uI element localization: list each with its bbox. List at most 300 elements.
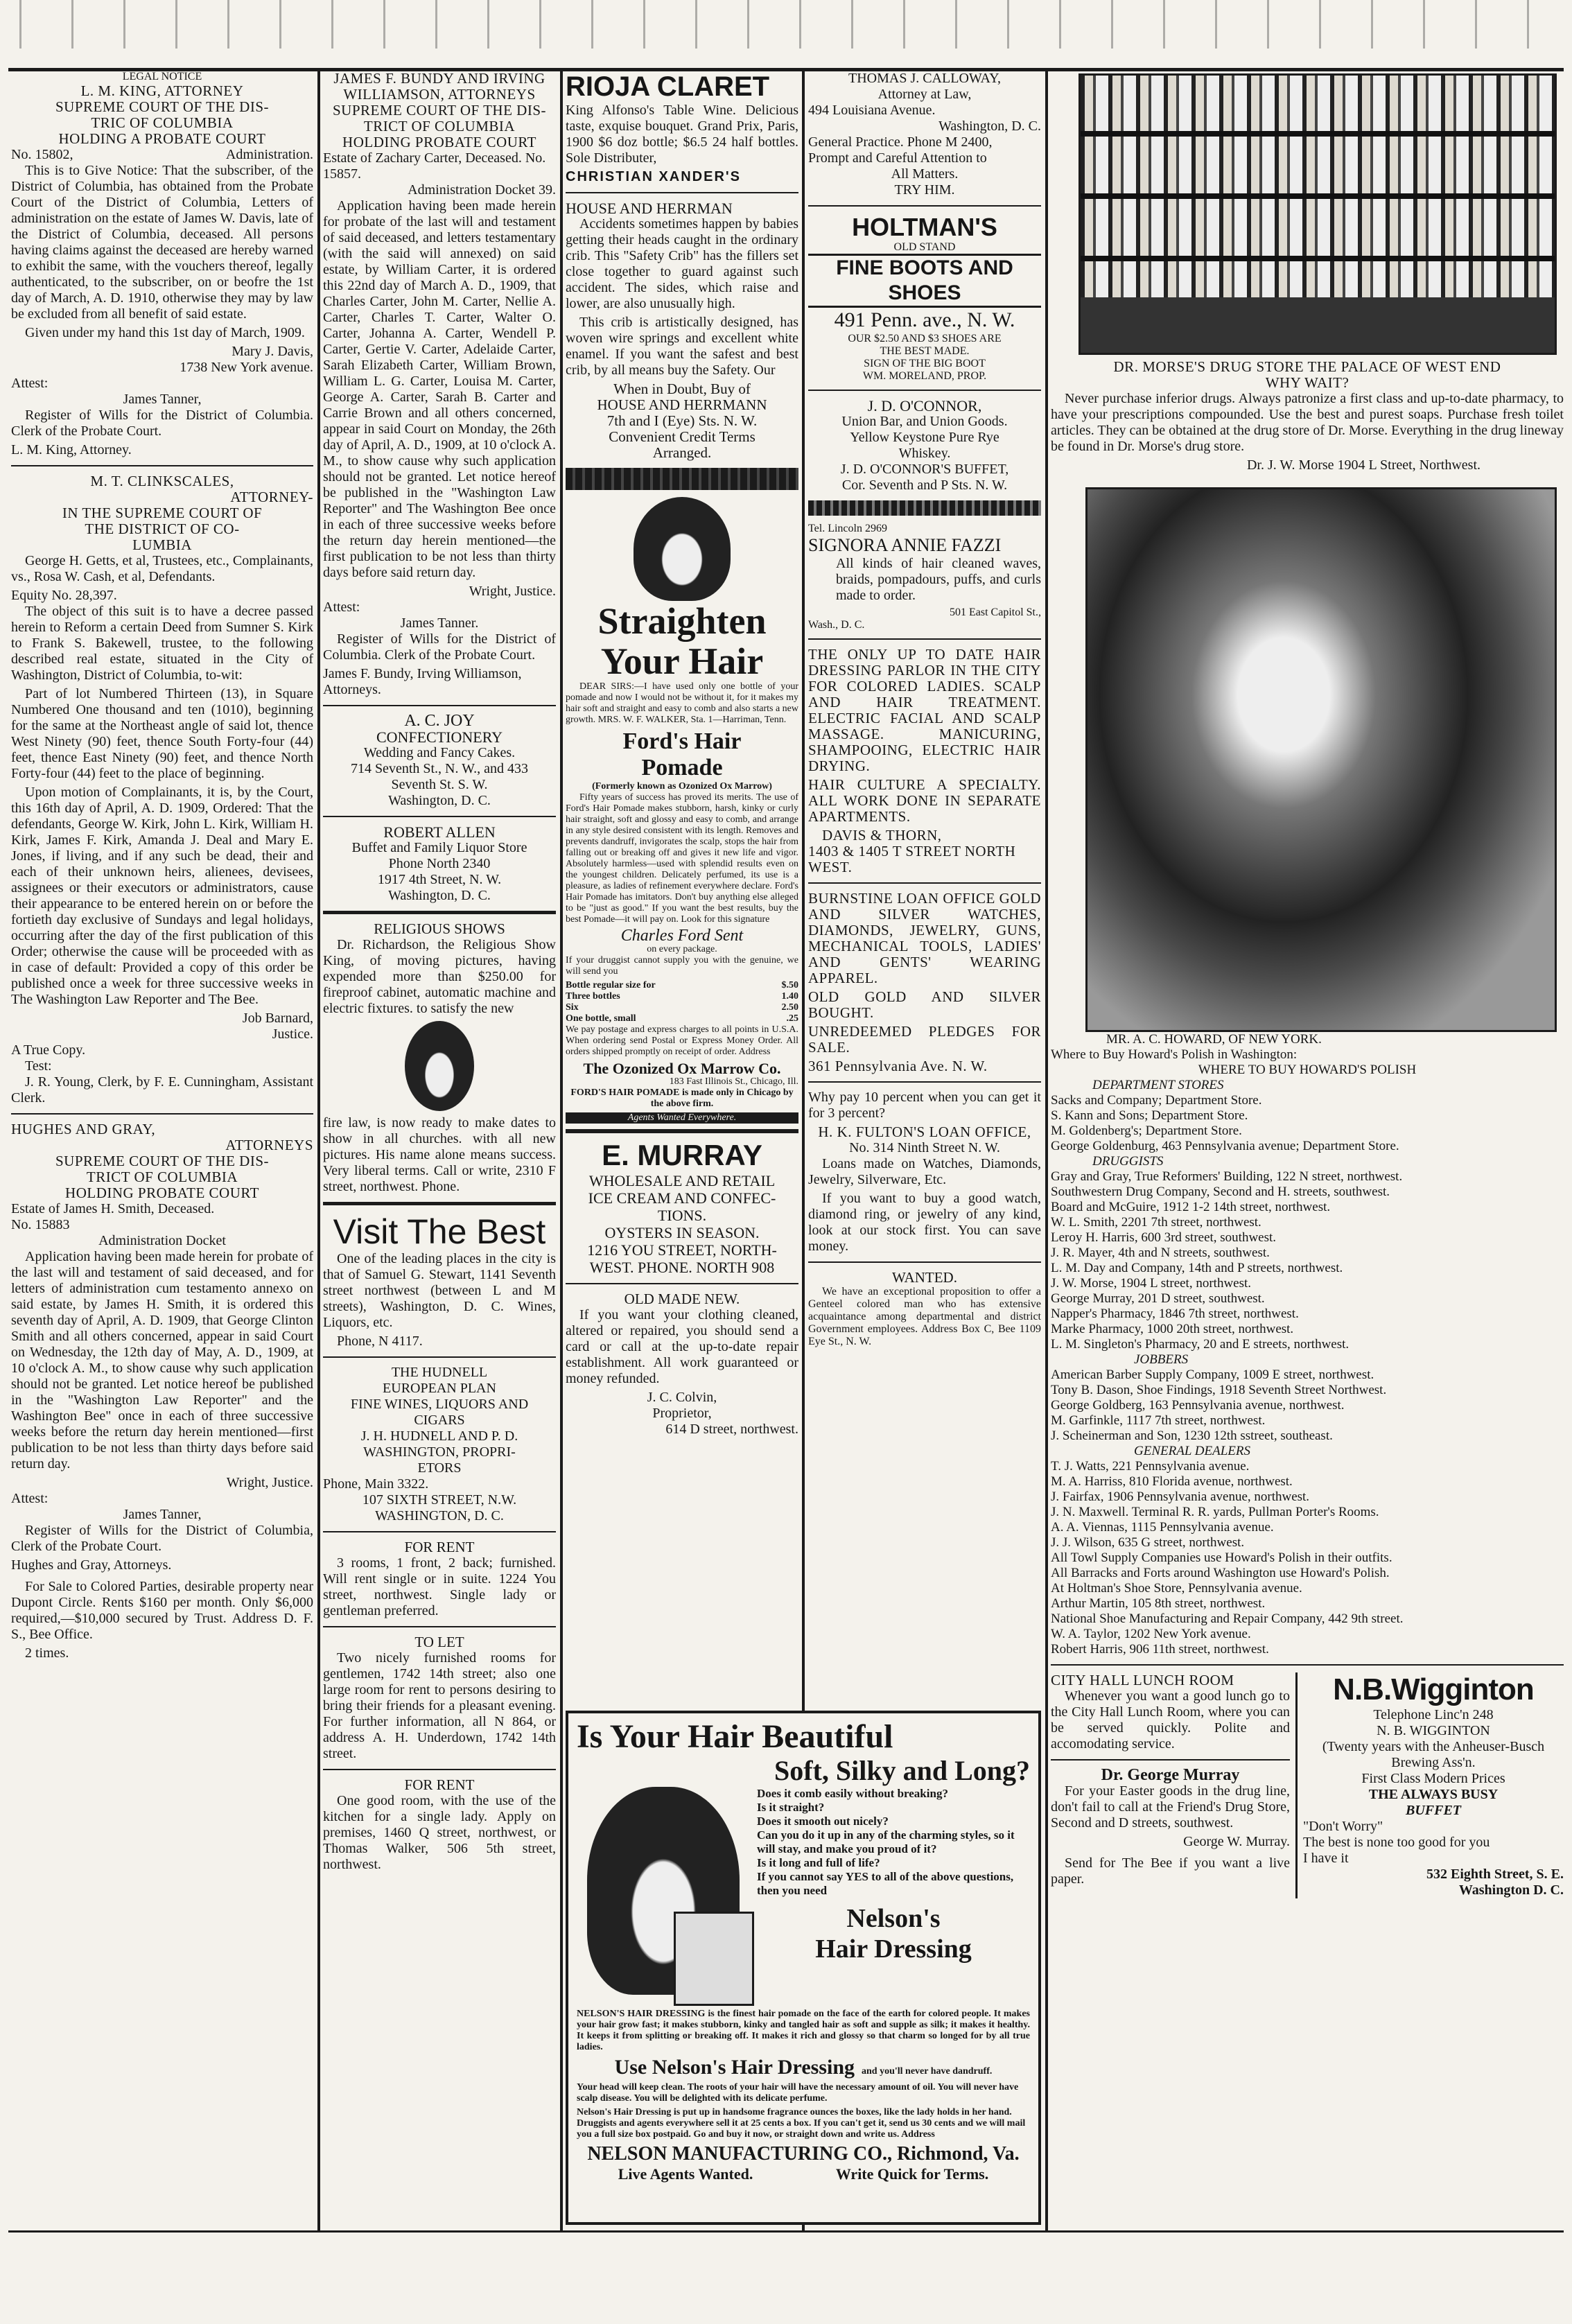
notice-head: L. M. KING, ATTORNEY: [80, 82, 244, 99]
ad-body: This crib is artistically designed, has woven wire springs and excellent white enamel. If you want the safest and best crib, by all means buy the Safety. Our: [566, 315, 798, 378]
ad-line: (Twenty years with the Anheuser-Busch Brewing Ass'n.: [1322, 1739, 1545, 1770]
notice-head: ATTORNEYS: [225, 1137, 313, 1153]
subscribe-note: Send for The Bee if you want a live paper.: [1051, 1855, 1290, 1887]
footer-rule: [8, 2230, 1564, 2233]
list-item: Marke Pharmacy, 1000 20th street, northwest.: [1051, 1322, 1294, 1336]
ad-line: All Matters.: [891, 166, 959, 182]
ad-body: Whenever you want a good lunch go to the City Hall Lunch Room, where you can be served quickly. Polite and accomodating service.: [1051, 1688, 1290, 1751]
list-item: Tony B. Dason, Shoe Findings, 1918 Seventh Street Northwest.: [1051, 1383, 1387, 1397]
ad-line: ICE CREAM AND CONFEC-: [588, 1189, 776, 1207]
ad-title: ROBERT ALLEN: [383, 823, 496, 841]
legal-notice-heading: LEGAL NOTICE: [122, 71, 202, 82]
ad-line: When in Doubt, Buy of: [613, 381, 751, 397]
price-label: Six: [566, 1002, 579, 1013]
ad-line: Washington, D. C.: [938, 119, 1041, 134]
list-item: J. N. Maxwell. Terminal R. R. yards, Pullman Porter's Rooms.: [1051, 1505, 1379, 1519]
photo-caption: DR. MORSE'S DRUG STORE THE PALACE OF WEST END: [1113, 358, 1501, 375]
ad-line: BUFFET: [1405, 1803, 1462, 1818]
ad-line: WM. MORELAND, PROP.: [862, 370, 987, 382]
price-value: 1.40: [781, 991, 798, 1002]
ad-signature: George W. Murray.: [1183, 1834, 1290, 1849]
ad-line: Prompt and Careful Attention to: [808, 150, 987, 166]
ad-line: If your druggist cannot supply you with the genuine, we will send you: [566, 955, 798, 977]
notice-head: LUMBIA: [132, 536, 192, 553]
price-value: .25: [786, 1013, 798, 1024]
notice-head: IN THE SUPREME COURT OF: [62, 505, 263, 521]
column-4: [808, 71, 1041, 1706]
ad-title: THE HUDNELL: [391, 1365, 488, 1380]
ad-city: Wash., D. C.: [808, 619, 865, 631]
ad-body: HAIR CULTURE A SPECIALTY. ALL WORK DONE IN SEPARATE APARTMENTS.: [808, 776, 1041, 825]
ad-line: First Class Modern Prices: [1361, 1771, 1505, 1786]
signature: Mary J. Davis,: [232, 344, 313, 359]
list-item: Gray and Gray, True Reformers' Building, 122 N street, northwest.: [1051, 1169, 1403, 1184]
ad-line: Yellow Keystone Pure Rye: [850, 430, 999, 445]
price-value: $.50: [781, 980, 798, 990]
ad-line: HOUSE AND HERRMANN: [597, 396, 767, 413]
list-item: Board and McGuire, 1912 1-2 14th street, northwest.: [1051, 1200, 1331, 1214]
divider: [323, 1531, 556, 1532]
ad-line: General Practice. Phone M 2400,: [808, 134, 993, 150]
photo-counter: [1081, 297, 1555, 353]
ad-line: I have it: [1303, 1851, 1349, 1866]
estate: Estate of James H. Smith, Deceased.: [11, 1201, 215, 1216]
ad-line: OYSTERS IN SEASON.: [604, 1224, 760, 1241]
for-rent-title: FOR RENT: [404, 1539, 475, 1555]
case-number: No. 15802,: [11, 147, 73, 162]
wigginton-ad: [1295, 1672, 1564, 1898]
ad-headline: Is Your Hair Beautiful: [577, 1718, 893, 1755]
list-item: American Barber Supply Company, 1009 E street, northwest.: [1051, 1368, 1374, 1382]
ad-line: CIGARS: [414, 1413, 465, 1428]
ad-body: fire law, is now ready to make dates to show in all churches. with all new pictures. His name alone means success. Very liberal terms. Call or write, 2310 F street, northwest. Phone.: [323, 1115, 556, 1194]
ad-headline: Straighten: [597, 600, 767, 642]
ad-line: THE BEST MADE.: [880, 345, 970, 357]
clerk-line: J. R. Young, Clerk, by F. E. Cunningham, Assistant Clerk.: [11, 1074, 313, 1106]
list-item: Napper's Pharmacy, 1846 7th street, northwest.: [1051, 1307, 1299, 1321]
ad-body: All kinds of hair cleaned waves, braids, pompadours, puffs, and curls made to order.: [836, 556, 1041, 603]
judge: Wright, Justice.: [469, 584, 556, 599]
product-box-icon: [674, 1912, 754, 2006]
brand-name: Nelson's: [846, 1904, 941, 1933]
ad-body: Nelson's Hair Dressing is put up in handsome fragrance ounces the boxes, like the lady holds in her hand. Druggists and agents everywhere sell it at 25 cents a box. If you can't get it, send us 30 cents and we will mail you a full size box postpaid. Go and buy it now, or straight down and write us. Address: [577, 2107, 1026, 2140]
list-item: Sacks and Company; Department Store.: [1051, 1093, 1262, 1108]
rioja-ad: [566, 71, 798, 185]
ad-line: Phone North 2340: [388, 856, 491, 871]
column-1: [11, 71, 313, 2228]
list-item: George Goldenburg, 463 Pennsylvania avenue; Department Store.: [1051, 1139, 1399, 1153]
divider: [11, 465, 313, 466]
judge: Wright, Justice.: [226, 1475, 313, 1490]
wanted-ad: [808, 1270, 1041, 1348]
dr-murray-ad: [1051, 1767, 1290, 1850]
clinkscales-notice: [11, 473, 313, 1106]
company-address: 183 Fast Illinois St., Chicago, Ill.: [669, 1076, 798, 1087]
use-line: Use Nelson's Hair Dressing: [614, 2056, 855, 2079]
ad-title: J. D. O'CONNOR,: [867, 397, 982, 414]
attorney-line: Hughes and Gray, Attorneys.: [11, 1557, 172, 1573]
list-item: Arthur Martin, 105 8th street, northwest.: [1051, 1596, 1266, 1611]
ad-line: Wedding and Fancy Cakes.: [363, 745, 516, 760]
ad-body: If you want to buy a good watch, diamond ring, or jewelry of any kind, look at our stock first. You can save money.: [808, 1191, 1041, 1254]
colvin-ad: [566, 1291, 798, 1438]
ad-line: Cor. Seventh and P Sts. N. W.: [841, 478, 1008, 493]
divider: [323, 1769, 556, 1770]
notice-head: TRICT OF COLUMBIA: [363, 118, 516, 134]
question-line: Can you do it up in any of the charming styles, so it will stay, and make you proud of it?: [757, 1828, 1015, 1855]
list-item: Robert Harris, 906 11th street, northwest.: [1051, 1642, 1269, 1657]
divider: [566, 1283, 798, 1284]
list-item: Leroy H. Harris, 600 3rd street, southwest.: [1051, 1230, 1277, 1245]
column-divider: [317, 69, 320, 2232]
category-heading: DEPARTMENT STORES: [1092, 1078, 1224, 1092]
notice-head: SUPREME COURT OF THE DIS-: [55, 1153, 269, 1169]
category-heading: JOBBERS: [1134, 1352, 1189, 1367]
ad-line: WASHINGTON, PROPRI-: [363, 1444, 516, 1460]
divider: [323, 816, 556, 817]
equity-number: Equity No. 28,397.: [11, 588, 117, 603]
ad-line: Washington, D. C.: [388, 888, 491, 903]
list-item: M. Goldenberg's; Department Store.: [1051, 1124, 1242, 1138]
parties: George H. Getts, et al, Trustees, etc., Complainants, vs., Rosa W. Cash, et al, Defendants.: [11, 553, 313, 584]
ad-address: 532 Eighth Street, S. E.: [1426, 1867, 1564, 1882]
ad-body: Accidents sometimes happen by babies getting their heads caught in the ordinary crib. This "Safety Crib" has the fillers set close together to guard against such accident. The sides, which raise and lower, are also unusually high.: [566, 216, 798, 311]
ad-line: The best is none too good for you: [1303, 1835, 1490, 1850]
column-divider: [1045, 69, 1048, 2232]
ad-title: Dr. George Murray: [1101, 1766, 1240, 1784]
attest-label: Attest:: [11, 376, 49, 391]
notice-body: This is to Give Notice: That the subscriber, of the District of Columbia, has obtained from the Probate Court of the District of Columbia, Letters of administration on the estate of James W. Davis, late of the District of Columbia, deceased. All persons having claims against the deceased are hereby warned to exhibit the same, with the vouchers thereof, legally authenticated, to the subscriber, on or beofre the 1st day of March, A. D. 1910, otherwise they may by law be excluded from all benefit of said estate.: [11, 163, 313, 322]
herrman-ad: [566, 200, 798, 461]
notice-head: M. T. CLINKSCALES,: [90, 473, 234, 489]
notice-head: HOLDING A PROBATE COURT: [58, 130, 266, 147]
ad-body: UNREDEEMED PLEDGES FOR SALE.: [808, 1023, 1041, 1056]
ad-line: FINE WINES, LIQUORS AND: [350, 1397, 529, 1412]
price-label: Three bottles: [566, 991, 620, 1002]
list-item: S. Kann and Sons; Department Store.: [1051, 1108, 1248, 1123]
notice-body: The object of this suit is to have a decree passed herein to Reform a certain Deed from Sumner S. Kirk to Frank S. Bakewell, trustee, to the following described real estate, situated in the City of Washington, District of Columbia, to-wit:: [11, 604, 313, 683]
notice-body: Part of lot Numbered Thirteen (13), in Square Numbered One thousand and ten (1010), beginning for the same at the Northeast angle of said lot, thence West Ninety (90) feet, thence South Forty-four (44) feet, thence East Ninety (90) feet, and thence North Forty-four (44) feet to the place of beginning.: [11, 686, 313, 781]
bundy-notice: [323, 71, 556, 698]
ad-address: 491 Penn. ave., N. W.: [834, 308, 1015, 331]
register-name: James Tanner.: [400, 615, 479, 631]
estate: Estate of Zachary Carter, Deceased. No. 15857.: [323, 150, 546, 182]
davis-thorn-ad: [808, 647, 1041, 875]
price-label: Bottle regular size for: [566, 980, 656, 990]
signature: Charles Ford Sent: [620, 927, 744, 945]
ad-line: 1216 YOU STREET, NORTH-: [587, 1241, 777, 1259]
ad-line: WEST. PHONE. NORTH 908: [589, 1259, 775, 1276]
brand-name: Hair Dressing: [815, 1934, 972, 1964]
ad-title: HOLTMAN'S: [852, 213, 997, 241]
divider: [1051, 1759, 1290, 1761]
howard-polish-list: [1051, 1032, 1564, 1657]
company-name: NELSON MANUFACTURING CO., Richmond, Va.: [587, 2143, 1020, 2165]
ad-line: Attorney at Law,: [877, 87, 972, 102]
test-label: Test:: [25, 1058, 52, 1074]
ad-address: 501 East Capitol St.,: [950, 606, 1041, 618]
divider: [323, 911, 556, 914]
list-title: WHERE TO BUY HOWARD'S POLISH: [1198, 1063, 1417, 1077]
photo-caption: WHY WAIT?: [1265, 374, 1350, 391]
testimonial: DEAR SIRS:—I have used only one bottle of your pomade and now I would not be without it, for it makes my hair soft and straight and easy to comb and also starts a new growth. MRS. W. F. WALKER, Sta. 1—Harriman, Tenn.: [566, 681, 798, 725]
category-heading: GENERAL DEALERS: [1134, 1444, 1251, 1458]
ad-body: Fifty years of success has proved its merits. The use of Ford's Hair Pomade makes stubborn, harsh, kinky or curly hair straight, soft and glossy and easy to comb, and arrange in any style desired consistent with its length. Removes and prevents dandruff, invigorates the scalp, stops the hair from falling out or breaking off and gives it new life and vigor. Absolutely harmless—used with splendid results even on the youngest children. Delicately perfumed, its use is a pleasure, as ladies of refinement everywhere declare. Ford's Hair Pomade has imitators. Don't buy anything else alleged to be "just as good." If you want the best results, buy the best Pomade—it will pay on. Look for this signature: [566, 792, 798, 925]
case-number: No. 15883: [11, 1217, 70, 1232]
judge: Job Barnard,: [242, 1011, 313, 1026]
ad-line: TIONS.: [657, 1207, 707, 1224]
list-item: A. A. Viennas, 1115 Pennsylvania avenue.: [1051, 1520, 1274, 1535]
list-item: W. A. Taylor, 1202 New York avenue.: [1051, 1627, 1251, 1641]
docket: Administration Docket 39.: [408, 182, 556, 198]
agents-banner: Agents Wanted Everywhere.: [566, 1112, 798, 1124]
column-divider: [560, 69, 563, 2232]
docket: Administration Docket: [98, 1233, 226, 1248]
cameo-portrait: [405, 1021, 474, 1111]
list-item: At Holtman's Shoe Store, Pennsylvania avenue.: [1051, 1581, 1302, 1596]
ad-line: Phone, Main 3322.: [323, 1476, 429, 1492]
list-item: George Goldberg, 163 Pennsylvania avenue, northwest.: [1051, 1398, 1345, 1413]
ad-title: Visit The Best: [333, 1212, 546, 1251]
ozonized-ad: [566, 497, 798, 1133]
proprietor-name: J. C. Colvin,: [647, 1390, 717, 1405]
category-heading: DRUGGISTS: [1092, 1154, 1164, 1169]
judge-title: Justice.: [272, 1026, 313, 1042]
ad-body: Never purchase inferior drugs. Always patronize a first class and up-to-date pharmacy, to have your prescriptions compounded. Use the best and purest soaps. Purchase fresh toilet articles. They can be obtained at the drug store of Dr. Morse. Everything in the drug lineway be found in Dr. Morse's drug store.: [1051, 391, 1564, 454]
fulton-ad: [808, 1090, 1041, 1255]
ad-address: 1403 & 1405 T STREET NORTH WEST.: [808, 843, 1016, 875]
list-item: W. L. Smith, 2201 7th street, northwest.: [1051, 1215, 1261, 1230]
list-item: National Shoe Manufacturing and Repair Company, 442 9th street.: [1051, 1611, 1404, 1626]
divider: [808, 390, 1041, 391]
ad-body: King Alfonso's Table Wine. Delicious taste, exquise bouquet. Grand Prix, Paris, 1900 $6 doz bottle; $6.5 24 half bottles. Sole Distributer,: [566, 103, 798, 166]
list-item: L. M. Singleton's Pharmacy, 20 and E streets, northwest.: [1051, 1337, 1350, 1352]
ad-headline: FINE BOOTS AND SHOES: [808, 254, 1041, 308]
price-label: One bottle, small: [566, 1013, 636, 1024]
divider: [808, 882, 1041, 884]
case-type: Administration.: [225, 147, 313, 162]
ad-line: EUROPEAN PLAN: [383, 1381, 496, 1396]
ad-body: We have an exceptional proposition to offer a Genteel colored man who has extensive acquaintance among departmental and district Government employees. Address Box C, Bee 1109 Eye St., N. W.: [808, 1286, 1041, 1347]
ad-line: Buffet and Family Liquor Store: [351, 840, 527, 855]
ad-line: Whiskey.: [898, 446, 951, 461]
ad-title: SIGNORA ANNIE FAZZI: [808, 535, 1002, 555]
notice-given: Given under my hand this 1st day of March, 1909.: [25, 325, 305, 340]
ad-body: One of the leading places in the city is that of Samuel G. Stewart, 1141 Seventh street northwest (between L and M streets), Washington, D. C. Wines, Liquors, etc.: [323, 1251, 556, 1330]
ad-line: FORD'S HAIR POMADE is made only in Chicago by the above firm.: [570, 1087, 794, 1109]
ad-line: Convenient Credit Terms: [609, 428, 756, 445]
ad-body: NELSON'S HAIR DRESSING is the finest hair pomade on the face of the earth for colored people. It makes your hair grow fast; it makes stubborn, kinky and tangled hair as soft and supple as silk; it makes it healthy. It keeps it from splitting or breaking off. It makes it rich and glossy so that charm so longed for by all true ladies.: [577, 2009, 1030, 2052]
visit-best-ad: [323, 1212, 556, 1349]
ad-brand: CHRISTIAN XANDER'S: [566, 169, 741, 184]
notice-head: JAMES F. BUNDY AND IRVING: [333, 71, 545, 87]
notice-body: Application having been made herein for probate of the last will and testament of said deceased, and letters testamentary (with the said will annexed) on said estate, by William Carter, it is ordered this 22nd day of March A. D., 1909, that Charles Carter, John M. Carter, Nellie A. Carter, Charles T. Carter, Walter O. Carter, Johanna A. Carter, Wendell P. Carter, Gertie V. Carter, Adelaide Carter, Sarah Elizabeth Carter, William Brown, William L. G. Carter, Louisa M. Carter, George A. Carter, Sarah B. Carter and Carrie Brown and all others concerned, appear in said Court on Monday, the 26th day of April, A. D., 1909, at 10 o'clock A. M., to show cause why such application should not be granted. Let notice hereof be published in the "Washington Law Reporter" and The Washington Bee once in each of three successive weeks before the return day herein mentioned—the first publication to be not less than thirty days before said return day.: [323, 198, 556, 580]
oconnor-ad: [808, 398, 1041, 493]
true-copy: A True Copy.: [11, 1042, 86, 1058]
register-title: Register of Wills for the District of Columbia. Clerk of the Probate Court.: [323, 631, 556, 663]
divider: [323, 1626, 556, 1627]
agents-line: Live Agents Wanted.: [618, 2165, 753, 2183]
ad-line: 494 Louisiana Avenue.: [808, 103, 936, 118]
list-item: J. J. Wilson, 635 G street, northwest.: [1051, 1535, 1245, 1550]
burnstine-ad: [808, 891, 1041, 1074]
divider: [323, 705, 556, 706]
to-let-title: TO LET: [414, 1634, 464, 1650]
ad-address: 614 D street, northwest.: [665, 1422, 798, 1437]
column-2: [323, 71, 556, 2228]
ad-title: N.B.Wigginton: [1333, 1672, 1534, 1706]
question-line: Is it long and full of life?: [757, 1856, 880, 1869]
photo-shelf: [1081, 193, 1555, 199]
register-name: James Tanner,: [123, 1507, 202, 1522]
terms-line: Write Quick for Terms.: [835, 2165, 989, 2183]
ad-city: Washington D. C.: [1458, 1882, 1564, 1898]
ad-address: 361 Pennsylvania Ave. N. W.: [808, 1058, 988, 1074]
ad-line: on every package.: [647, 944, 717, 954]
hudnell-ad: [323, 1365, 556, 1524]
register-title: Register of Wills for the District of Columbia. Clerk of the Probate Court.: [11, 408, 313, 439]
divider: [808, 205, 1041, 207]
ad-subheadline: Soft, Silky and Long?: [774, 1755, 1030, 1786]
list-item: All Barracks and Forts around Washington use Howard's Polish.: [1051, 1566, 1390, 1580]
list-item: J. W. Morse, 1904 L street, northwest.: [1051, 1276, 1252, 1291]
ad-body: OLD GOLD AND SILVER BOUGHT.: [808, 988, 1041, 1021]
divider: [1051, 1664, 1564, 1666]
ad-line: OUR $2.50 AND $3 SHOES ARE: [848, 333, 1002, 344]
product-name: Ford's Hair: [622, 728, 742, 754]
ad-line: WHOLESALE AND RETAIL: [588, 1172, 776, 1189]
ad-body: THE ONLY UP TO DATE HAIR DRESSING PARLOR IN THE CITY FOR COLORED LADIES. SCALP AND HAIR TREATMENT. ELECTRIC FACIAL AND SCALP MASSAGE. MANICURING, SHAMPOOING, ELECTRIC HAIR DRYING.: [808, 646, 1041, 774]
ad-phone: Phone, N 4117.: [337, 1334, 423, 1349]
for-sale-ad: For Sale to Colored Parties, desirable property near Dupont Circle. Rents $160 per month. Only $6,000 required,—$10,000 secured by Trust. Address D. F. S., Bee Office.: [11, 1579, 313, 1642]
ad-names: DAVIS & THORN,: [822, 827, 942, 844]
list-item: George Murray, 201 D street, southwest.: [1051, 1291, 1265, 1306]
for-rent-body: One good room, with the use of the kitchen for a single lady. Apply on premises, 1460 Q street, northwest, or Thomas Walker, 506 5th street, northwest.: [323, 1793, 556, 1872]
column-5: [1051, 71, 1564, 2228]
lunch-room-ad: [1051, 1672, 1290, 1752]
ad-title: CITY HALL LUNCH ROOM: [1051, 1672, 1234, 1688]
ad-title: OLD MADE NEW.: [624, 1291, 740, 1307]
notice-head: TRICT OF COLUMBIA: [86, 1169, 238, 1185]
divider: [808, 1081, 1041, 1083]
attorney-line: L. M. King, Attorney.: [11, 442, 132, 457]
proprietor-role: Proprietor,: [652, 1406, 712, 1421]
price-value: 2.50: [781, 1002, 798, 1013]
use-note: and you'll never have dandruff.: [862, 2066, 993, 2077]
question-line: If you cannot say YES to all of the above questions, then you need: [757, 1870, 1014, 1897]
product-name: Pomade: [641, 755, 723, 780]
list-item: Southwestern Drug Company, Second and H. streets, southwest.: [1051, 1185, 1390, 1199]
notice-head: HOLDING PROBATE COURT: [342, 134, 536, 150]
woman-portrait: [634, 497, 731, 601]
morse-ad: [1051, 359, 1564, 473]
fazzi-ad: [808, 523, 1041, 631]
ad-line: Union Bar, and Union Goods.: [841, 414, 1008, 429]
ad-line: Telephone Linc'n 248: [1373, 1707, 1494, 1722]
ad-run-count: 2 times.: [25, 1645, 69, 1661]
attorney-line: James F. Bundy, Irving Williamson, Attorneys.: [323, 666, 522, 697]
photo-shelf: [1081, 131, 1555, 137]
notice-head: TRIC OF COLUMBIA: [91, 114, 234, 131]
ad-line: N. B. WIGGINTON: [1377, 1723, 1490, 1738]
list-item: J. R. Mayer, 4th and N streets, southwest.: [1051, 1246, 1270, 1260]
ad-line: TRY HIM.: [894, 182, 955, 198]
ad-title: RIOJA CLARET: [566, 71, 770, 102]
photo-caption: MR. A. C. HOWARD, OF NEW YORK.: [1106, 1032, 1322, 1047]
ad-line: J. H. HUDNELL AND P. D.: [360, 1429, 518, 1444]
question-line: Is it straight?: [757, 1801, 825, 1814]
ad-question: Why pay 10 percent when you can get it for 3 percent?: [808, 1090, 1041, 1121]
ad-body: If you want your clothing cleaned, altered or repaired, you should send a card or call at the up-to-date repair establishment. All work guaranteed or money refunded.: [566, 1307, 798, 1386]
ad-phone: Tel. Lincoln 2969: [808, 523, 887, 534]
photo-shelf: [1081, 256, 1555, 261]
ad-title: E. MURRAY: [602, 1139, 762, 1171]
ad-line: OLD STAND: [893, 241, 956, 253]
divider: [566, 192, 798, 193]
nelson-ad: [566, 1711, 1041, 2225]
ornamental-bar: [566, 468, 798, 490]
religious-shows-ad: [323, 921, 556, 1195]
ad-title: THOMAS J. CALLOWAY,: [848, 71, 1002, 86]
allen-ad: [323, 824, 556, 904]
ad-line: ETORS: [417, 1460, 462, 1476]
hughes-notice: [11, 1121, 313, 1573]
ad-body: For your Easter goods in the drug line, don't fail to call at the Friend's Drug Store, Second and D streets, southwest.: [1051, 1783, 1290, 1831]
divider: [323, 1202, 556, 1205]
notice-body: Upon motion of Complainants, it is, by the Court, this 16th day of April, A. D. 1909, Ordered: That the defendants, George W. Kirk, John L. Kirk, William H. Kirk, James F. Kirk, Amanda J. Deal and Mary E. Jones, if living, and if any such be dead, their and each of their unknown heirs, alienees, devisees, assignees or their executors or administrators, cause their appearance to be entered herein on or before the fortieth day exclusive of Sundays and legal holidays, occurring after the day of the first publication of this Order; otherwise the cause will be proceeded with as in case of default: Provided a copy of this order be published once a week for three successive weeks in The Washington Law Reporter and The Bee.: [11, 785, 313, 1007]
list-item: J. Scheinerman and Son, 1230 12th sstreet, southeast.: [1051, 1429, 1333, 1443]
divider: [808, 638, 1041, 640]
list-item: All Towl Supply Companies use Howard's Polish in their outfits.: [1051, 1550, 1392, 1565]
notice-body: Application having been made herein for probate of the last will and testament of said deceased, and for letters of administration cum testamento annexo on said estate, by James H. Smith, it is ordered this seventh day of April, A. D. 1909, that George Clinton Smith and all others concerned, appear in said Court on Wednesday, the 12th day of May, A. D., 1909, at 10 o'clock A. M., to show cause why such application should not be granted. Let notice hereof be published in the "Washington Law Reporter" and the Washington Bee" once in each of three successive weeks before the return day herein mentioned—first publication to be not less than thirty days before said return day.: [11, 1249, 313, 1471]
howard-portrait-photo: [1085, 487, 1557, 1032]
notice-head: ATTORNEY-: [230, 489, 313, 505]
notice-head: WILLIAMSON, ATTORNEYS: [343, 86, 536, 103]
ad-line: 107 SIXTH STREET, N.W.: [362, 1492, 517, 1508]
divider: [808, 1261, 1041, 1263]
ad-title: HOUSE AND HERRMAN: [566, 200, 733, 217]
signature-address: 1738 New York avenue.: [180, 360, 313, 375]
joy-ad: [323, 713, 556, 809]
ad-line: Washington, D. C.: [388, 793, 491, 808]
ad-line: 714 Seventh St., N. W., and 433: [350, 761, 529, 776]
list-item: T. J. Watts, 221 Pennsylvania avenue.: [1051, 1459, 1250, 1474]
ad-line: J. D. O'CONNOR'S BUFFET,: [840, 462, 1009, 477]
ad-body: Loans made on Watches, Diamonds, Jewelry, Silverware, Etc.: [808, 1156, 1041, 1187]
ad-title: H. K. FULTON'S LOAN OFFICE,: [818, 1124, 1031, 1140]
ad-title: WANTED.: [892, 1269, 957, 1286]
ornamental-bar: [808, 500, 1041, 516]
attest-label: Attest:: [11, 1491, 49, 1506]
ad-signature: Dr. J. W. Morse 1904 L Street, Northwest.: [1246, 457, 1481, 473]
ad-line: We pay postage and express charges to all points in U.S.A. When ordering send Postal or Express Money Order. All orders shipped promptly on receipt of order. Address: [566, 1024, 798, 1057]
list-item: J. Fairfax, 1906 Pennsylvania avenue, northwest.: [1051, 1489, 1310, 1504]
list-item: L. M. Day and Company, 14th and P streets, northwest.: [1051, 1261, 1343, 1275]
ad-line: CONFECTIONERY: [376, 728, 503, 746]
ad-body: Dr. Richardson, the Religious Show King, of moving pictures, having expended more than $250.00 for fireproof cabinet, automatic machine and electric fixtures. to satisfy the new: [323, 937, 556, 1016]
list-intro: Where to Buy Howard's Polish in Washington:: [1051, 1047, 1298, 1062]
ad-line: 1917 4th Street, N. W.: [377, 872, 502, 887]
ad-line: Seventh St. S. W.: [391, 777, 488, 792]
question-line: Does it smooth out nicely?: [757, 1815, 889, 1828]
for-rent-body: 3 rooms, 1 front, 2 back; furnished. Will rent single or in suite. 1224 You street, northwest. Single lady or gentleman preferred.: [323, 1555, 556, 1618]
king-notice: [11, 83, 313, 458]
attest-label: Attest:: [323, 600, 360, 615]
ad-line: 7th and I (Eye) Sts. N. W.: [606, 412, 758, 429]
notice-head: SUPREME COURT OF THE DIS-: [332, 102, 546, 119]
murray-ad: [566, 1139, 798, 1276]
notice-head: HUGHES AND GRAY,: [11, 1121, 156, 1137]
